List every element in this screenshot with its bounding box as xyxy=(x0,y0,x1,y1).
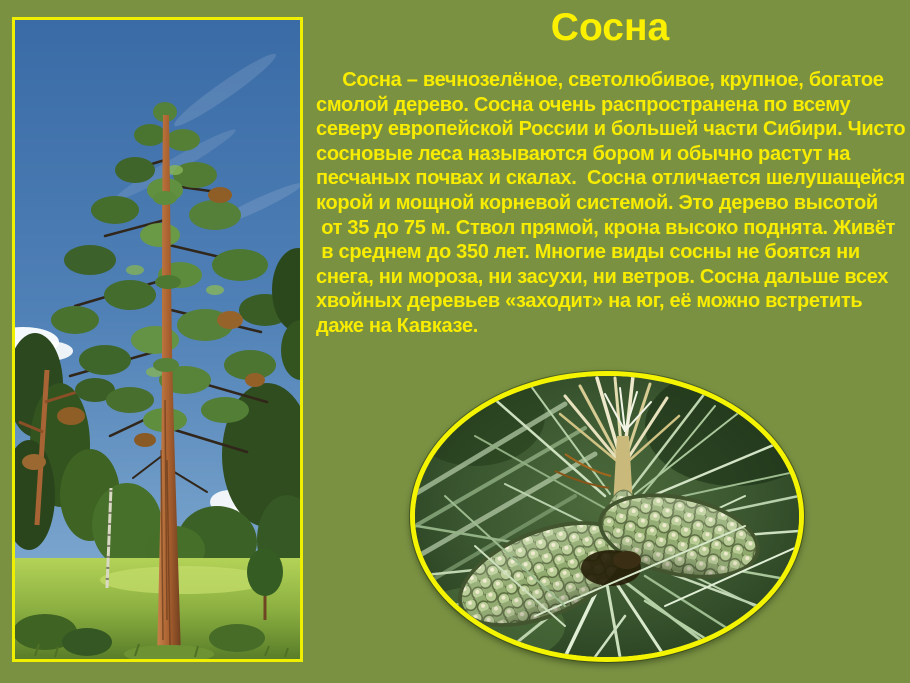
body-text-line: корой и мощной корневой системой. Это дерево высотой xyxy=(316,191,878,214)
body-text xyxy=(316,68,908,339)
page-title: Сосна xyxy=(550,6,670,49)
body-text-line: смолой дерево. Сосна очень распространена по всему xyxy=(316,93,851,116)
body-text-line: даже на Кавказе. xyxy=(316,314,478,337)
branch-center xyxy=(581,550,641,586)
body-text-line: хвойных деревьев «заходит» на юг, её можно встретить xyxy=(316,290,863,313)
pine-tree-photo xyxy=(12,17,303,662)
body-text-line: в среднем до 350 лет. Многие виды сосны не боятся ни xyxy=(316,241,860,264)
body-text-line: Сосна – вечнозелёное, светолюбивое, крупное, богатое xyxy=(316,69,884,91)
body-text-line: от 35 до 75 м. Ствол прямой, крона высоко поднята. Живёт xyxy=(316,216,896,239)
sunlit-grass xyxy=(100,566,270,594)
pine-tree-illustration xyxy=(15,20,300,659)
pine-cones-photo xyxy=(410,371,804,662)
body-text-line: снега, ни мороза, ни засухи, ни ветров. Сосна дальше всех xyxy=(316,265,889,288)
body-text-line: песчаных почвах и скалах. Сосна отличается шелушащейся xyxy=(316,167,905,190)
body-text-line: сосновые леса называются бором и обычно растут на xyxy=(316,142,851,165)
pine-cones-illustration xyxy=(415,376,799,657)
body-text-line: северу европейской России и большей части Сибири. Чисто xyxy=(316,118,906,141)
